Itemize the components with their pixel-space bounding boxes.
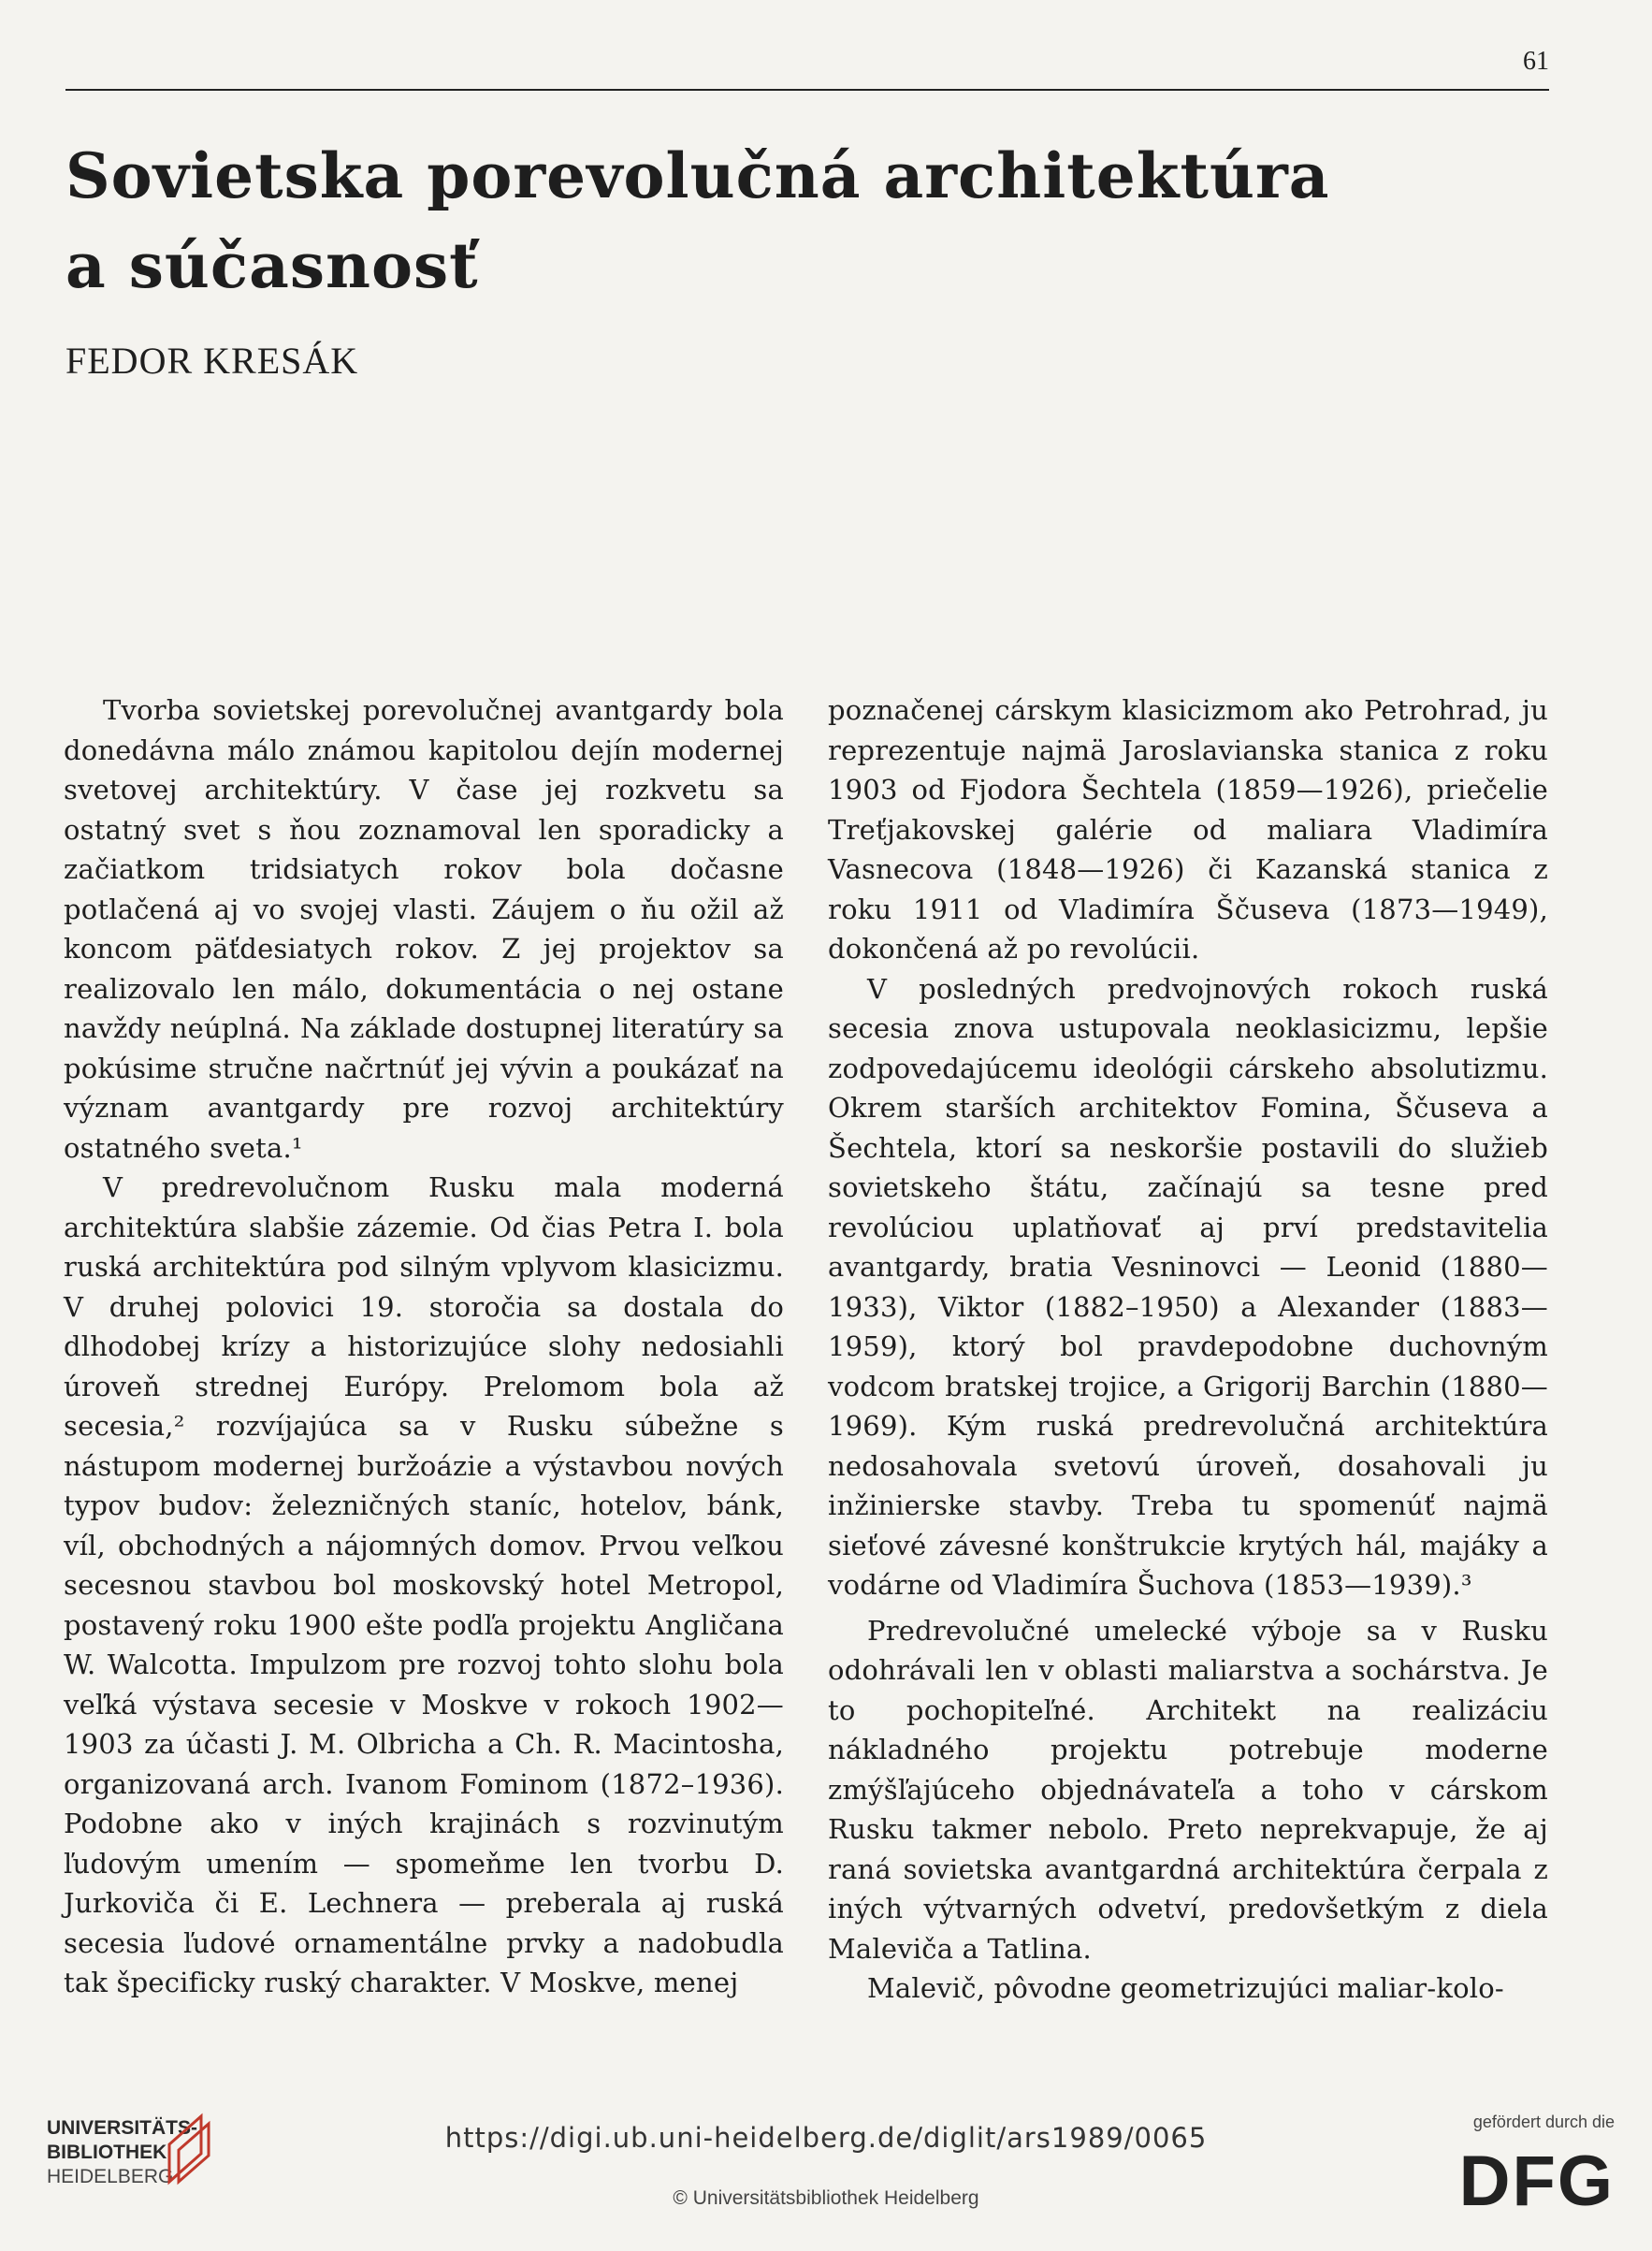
paragraph: poznačenej cárskym klasicizmom ako Petrohrad, ju reprezentuje najmä Jaroslavianska stanica z roku 1903 od Fjodora Šechtela (1859—1926), priečelie Treťjakovskej galérie od maliara Vladimíra Vasnecova (1848—1926) či Kazanská stanica z roku 1911 od Vladimíra Ščuseva (1873—1949), dokončená až po revolúcii. bbox=[828, 694, 1548, 965]
library-line-3: HEIDELBERG bbox=[47, 2166, 174, 2187]
dfg-logo[interactable]: DFG bbox=[1458, 2142, 1615, 2221]
title-line-1: Sovietska porevolučná architektúra bbox=[65, 139, 1330, 212]
source-url-link[interactable]: https://digi.ub.uni-heidelberg.de/diglit/ars1989/0065 bbox=[444, 2122, 1208, 2154]
page-number: 61 bbox=[1523, 47, 1549, 76]
library-line-1: UNIVERSITÄTS- bbox=[47, 2117, 198, 2139]
paragraph: V predrevolučnom Rusku mala moderná architektúra slabšie zázemie. Od čias Petra I. bola ruská architektúra pod silným vplyvom klasicizmu. V druhej polovici 19. storočia sa dostala do dlhodobej krízy a historizujúce slohy nedosiahli úroveň strednej Európy. Prelomom bola až secesia,² rozvíjajúca sa v Rusku súbežne s nástupom modernej buržoázie a výstavbou nových typov budov: železničných staníc, hotelov, bánk, víl, obchodných a nájomných domov. Prvou veľkou secesnou stavbou bol moskovský hotel Metropol, postavený roku 1900 ešte podľa projektu Angličana W. Walcotta. Impulzom pre rozvoj tohto slohu bola veľká výstava secesie v Moskve v rokoch 1902—1903 za účasti J. M. Olbricha a Ch. R. Macintosha, organizovaná arch. Ivanom Fominom (1872–1936). Podobne ako v iných krajinách s rozvinutým ľudovým umením — spomeňme len tvorbu D. Jurkoviča či E. Lechnera — preberala aj ruská secesia ľudové ornamentálne prvky a nadobudla tak špecificky ruský charakter. V Moskve, menej bbox=[64, 1171, 784, 1998]
article-title bbox=[65, 131, 1375, 311]
right-text-column bbox=[828, 690, 1548, 2009]
library-line-2: BIBLIOTHEK bbox=[47, 2142, 167, 2163]
funding-caption: gefördert durch die bbox=[1472, 2113, 1615, 2131]
footer-bar bbox=[0, 2096, 1652, 2251]
paragraph: Malevič, pôvodne geometrizujúci maliar-kolo- bbox=[867, 1972, 1504, 2004]
header-rule bbox=[65, 89, 1549, 91]
paragraph: V posledných predvojnových rokoch ruská secesia znova ustupovala neoklasicizmu, lepšie zodpovedajúcemu ideológii cárskeho absolutizmu. Okrem starších architektov Fomina, Ščuseva a Šechtela, ktorí sa neskoršie postavili do služieb sovietskeho štátu, začínajú sa tesne pred revolúciou uplatňovať aj prví predstavitelia avantgardy, bratia Vesninovci — Leonid (1880—1933), Viktor (1882–1950) a Alexander (1883—1959), ktorý bol pravdepodobne duchovným vodcom bratskej trojice, a Grigorij Barchin (1880—1969). Kým ruská predrevolučná architektúra nedosahovala svetovú úroveň, dosahovali ju inžinierske stavby. Treba tu spomenúť najmä sieťové závesné konštrukcie krytých hál, majáky a vodárne od Vladimíra Šuchova (1853—1939).³ bbox=[828, 972, 1548, 1601]
paragraph: Tvorba sovietskej porevolučnej avantgardy bola donedávna málo známou kapitolou dejín modernej svetovej architektúry. V čase jej rozkvetu sa ostatný svet s ňou zoznamoval len sporadicky a začiatkom tridsiatych rokov bola dočasne potlačená aj vo svojej vlasti. Záujem o ňu ožil až koncom päťdesiatych rokov. Z jej projektov sa realizovalo len málo, dokumentácia o nej ostane navždy neúplná. Na základe dostupnej literatúry sa pokúsime stručne načrtnúť jej vývin a poukázať na význam avantgardy pre rozvoj architektúry ostatného sveta.¹ bbox=[64, 694, 784, 1164]
author-name: FEDOR KRESÁK bbox=[65, 340, 359, 382]
paragraph: Predrevolučné umelecké výboje sa v Rusku odohrávali len v oblasti maliarstva a sochárstva. Je to pochopiteľné. Architekt na realizáciu nákladného projektu potrebuje moderne zmýšľajúceho objednávateľa a toho v cárskom Rusku takmer nebolo. Preto neprekvapuje, že aj raná sovietska avantgardná architektúra čerpala z iných výtvarných odvetví, predovšetkým z diela Maleviča a Tatlina. bbox=[828, 1614, 1548, 1965]
title-line-2: a súčasnosť bbox=[65, 229, 479, 302]
copyright-notice: © Universitätsbibliothek Heidelberg bbox=[673, 2187, 979, 2209]
left-text-column bbox=[64, 690, 784, 2003]
